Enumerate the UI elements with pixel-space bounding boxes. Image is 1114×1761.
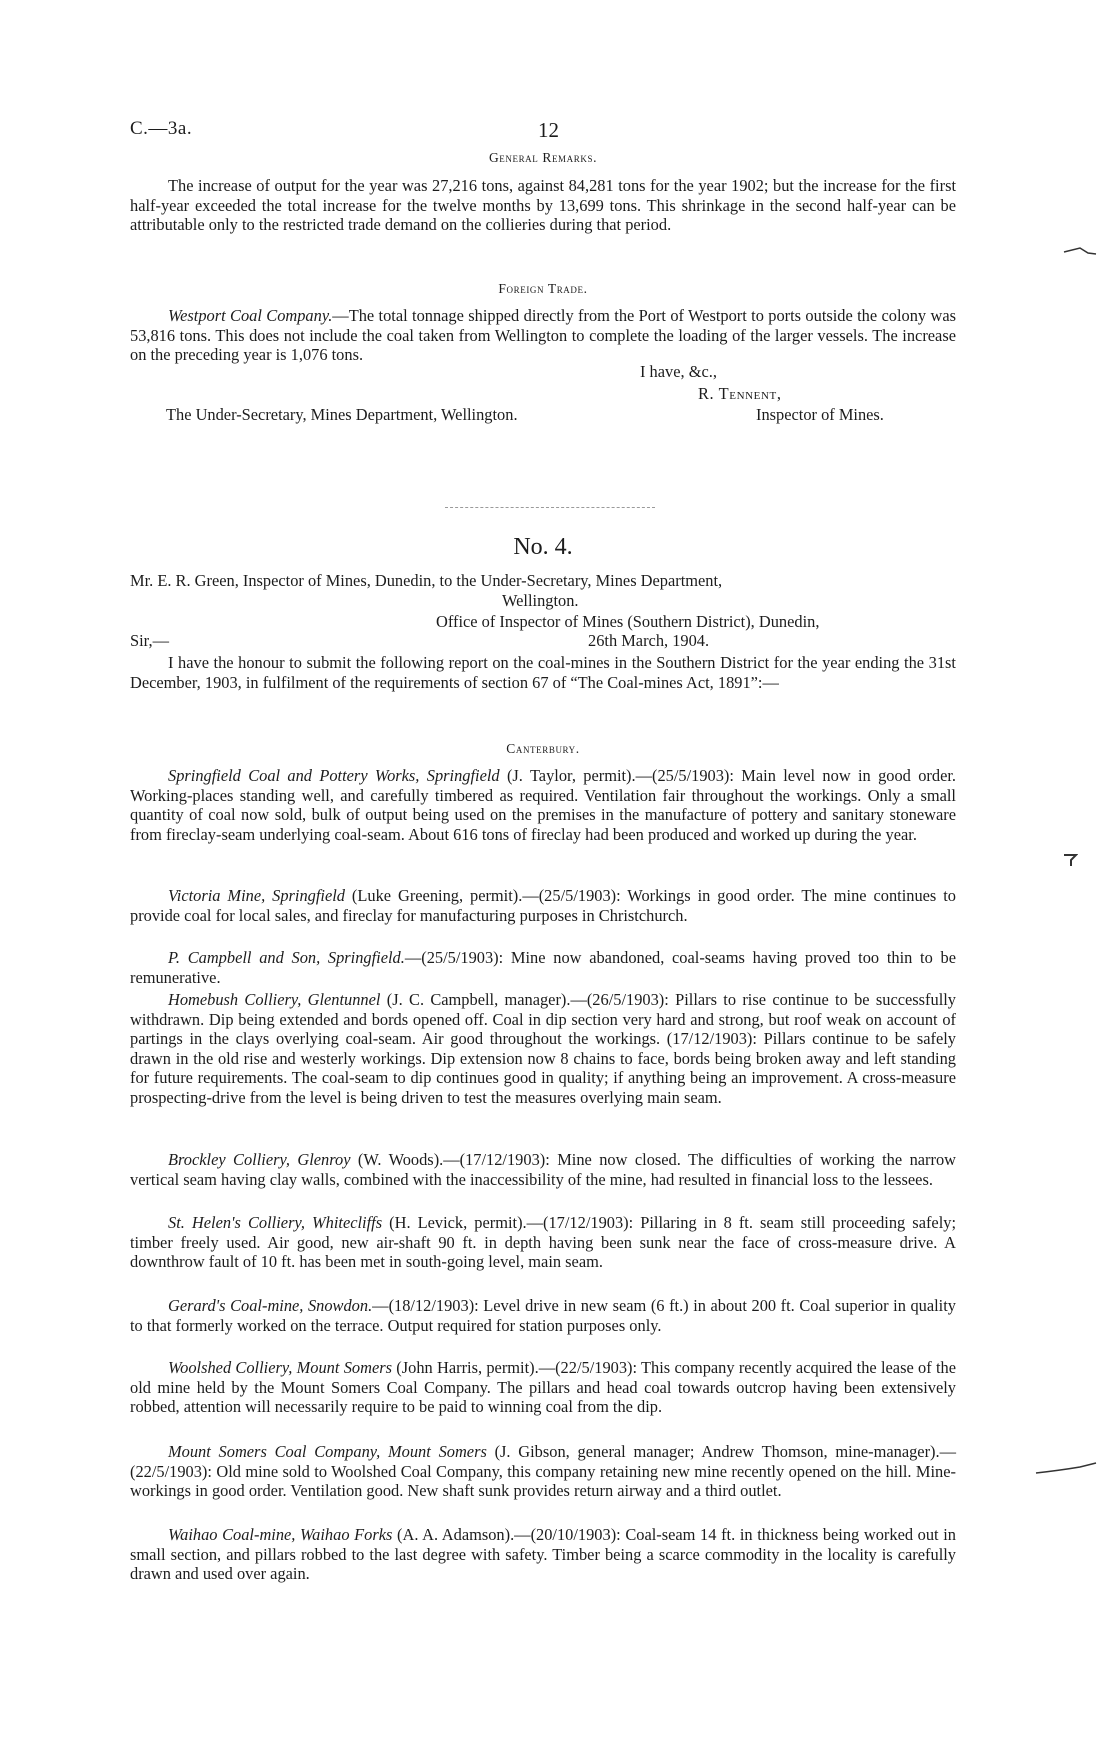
entry-text: (J. Taylor, permit).—(25/5/1903): Main level now in good order. Working-places standing well, and carefully timbered as required. Ventilation fair throughout the workings. Only a small quantity of coal now sold, bulk of output being used on the premises in the manufacture of pottery and sanitary stoneware from fireclay-seam underlying coal-seam. About 616 tons of fireclay had been produced and worked up during the year. <box>130 766 957 844</box>
entry-text: (J. C. Campbell, manager).—(26/5/1903): Pillars to rise continue to be successfully withdrawn. Dip being extended and bords opened off. Coal in dip section very hard and strong, but roof weak on account of partings in the clays overlying coal-seam. Air good throughout the workings. (17/12/1903): Pillars continue to be safely drawn in the old rise and westerly workings. Dip extension now 8 chains to face, bords being broken away and left standing for future requirements. The coal-seam to dip continues good in quality; if anything being an improvement. A cross-measure prospecting-drive from the level is being driven to test the measures overlying main seam. <box>130 990 956 1107</box>
entry-text: —(18/12/1903): Level drive in new seam (6 ft.) in about 200 ft. Coal superior in quality to that formerly worked on the terrace. Output required for station purposes only. <box>130 1296 956 1335</box>
general-remarks-paragraph: The increase of output for the year was 27,216 tons, against 84,281 tons for the year 1902; but the increase for the first half-year exceeded the total increase for the twelve months by 13,699 tons. This shrinkage in the second half-year can be attributable only to the restricted trade demand on the collieries during that period. <box>130 176 956 235</box>
closing-greeting: I have, &c., <box>640 362 717 381</box>
general-remarks-heading: General Remarks. <box>488 150 598 165</box>
entry-lead: Gerard's Coal-mine, Snowdon. <box>168 1296 373 1315</box>
entry-text: —(25/5/1903): Mine now abandoned, coal-seams having proved too thin to be remunerative. <box>130 948 956 987</box>
closing-title: Inspector of Mines. <box>756 405 884 424</box>
entry-lead: St. Helen's Colliery, Whitecliffs <box>168 1213 383 1232</box>
no4-salutation: Sir,— <box>130 631 169 650</box>
entry-text: (H. Levick, permit).—(17/12/1903): Pillaring in 8 ft. seam still proceeding safely; timber freely used. Air good, new air-shaft 90 ft. in depth having been sunk near the face of cross-measure drive. A downthrow fault of 10 ft. has been met in south-going level, main seam. <box>130 1213 957 1272</box>
foreign-trade-lead: Westport Coal Company. <box>168 306 333 325</box>
canterbury-heading: Canterbury. <box>506 741 580 756</box>
entry-text: (John Harris, permit).—(22/5/1903): This company recently acquired the lease of the old mine held by the Mount Somers Coal Company. The pillars and head coal towards outcrop having been extensively robbed, attention will necessarily require to be paid to winning coal from the dip. <box>130 1358 956 1417</box>
entry-text: (Luke Greening, permit).—(25/5/1903): Workings in good order. The mine continues to provide coal for local sales, and fireclay for manufacturing purposes in Christchurch. <box>130 886 956 925</box>
no4-intro: I have the honour to submit the following report on the coal-mines in the Southern District for the year ending the 31st December, 1903, in fulfilment of the requirements of section 67 of “The Coal-mines Act, 1891”:— <box>130 653 956 692</box>
foreign-trade-paragraph <box>130 306 956 365</box>
entry-homebush-colliery <box>130 990 956 1108</box>
entry-brockley-colliery <box>130 1150 956 1189</box>
entry-text: (W. Woods).—(17/12/1903): Mine now closed. The difficulties of working the narrow vertical seam having clay walls, combined with the inaccessibility of the mine, had resulted in financial loss to the lessees. <box>130 1150 956 1189</box>
entry-waihao-coal-mine <box>130 1525 956 1584</box>
entry-text: (A. A. Adamson).—(20/10/1903): Coal-seam 14 ft. in thickness being worked out in small section, and pillars robbed to the last degree with safety. Timber being a scarce commodity in the locality is carefully drawn and used over again. <box>130 1525 956 1584</box>
page-number: 12 <box>538 118 559 142</box>
scan-mark-icon <box>1034 1461 1098 1477</box>
entry-lead: Woolshed Colliery, Mount Somers <box>168 1358 392 1377</box>
closing-signatory: R. Tennent, <box>698 384 782 403</box>
entry-lead: Springfield Coal and Pottery Works, Springfield <box>168 766 500 785</box>
entry-lead: Waihao Coal-mine, Waihao Forks <box>168 1525 393 1544</box>
entry-gerards-coal-mine <box>130 1296 956 1335</box>
entry-st-helens-colliery <box>130 1213 956 1272</box>
no4-office: Office of Inspector of Mines (Southern District), Dunedin, <box>436 612 820 631</box>
entry-victoria-mine <box>130 886 956 925</box>
entry-lead: Mount Somers Coal Company, Mount Somers <box>168 1442 487 1461</box>
no4-from-line-2: Wellington. <box>502 591 579 610</box>
entry-lead: Victoria Mine, Springfield <box>168 886 345 905</box>
entry-lead: Homebush Colliery, Glentunnel <box>168 990 381 1009</box>
foreign-trade-text: —The total tonnage shipped directly from the Port of Westport to ports outside the colony was 53,816 tons. This does not include the coal taken from Wellington to complete the loading of the larger vessels. The increase on the preceding year is 1,076 tons. <box>130 306 956 365</box>
foreign-trade-heading: Foreign Trade. <box>498 281 588 296</box>
entry-campbell-and-son <box>130 948 956 987</box>
entry-lead: Brockley Colliery, Glenroy <box>168 1150 351 1169</box>
no4-from-line-1: Mr. E. R. Green, Inspector of Mines, Dunedin, to the Under-Secretary, Mines Department, <box>130 571 723 590</box>
scan-mark-icon <box>1062 244 1098 258</box>
closing-addressee: The Under-Secretary, Mines Department, Wellington. <box>166 405 518 424</box>
entry-lead: P. Campbell and Son, Springfield. <box>168 948 405 967</box>
entry-text: (J. Gibson, general manager; Andrew Thomson, mine-manager).—(22/5/1903): Old mine sold to Woolshed Coal Company, this company retaining new mine recently opened on the hill. Mine-workings in good order. Ventilation good. New shaft sunk provides return airway and a third outlet. <box>130 1442 956 1501</box>
no4-heading: No. 4. <box>513 534 573 560</box>
no4-date: 26th March, 1904. <box>588 631 710 650</box>
section-divider <box>445 507 655 508</box>
entry-springfield-works <box>130 766 956 844</box>
scan-mark-icon <box>1062 852 1078 868</box>
document-reference: C.—3a. <box>130 118 193 139</box>
entry-mount-somers-company <box>130 1442 956 1501</box>
entry-woolshed-colliery <box>130 1358 956 1417</box>
